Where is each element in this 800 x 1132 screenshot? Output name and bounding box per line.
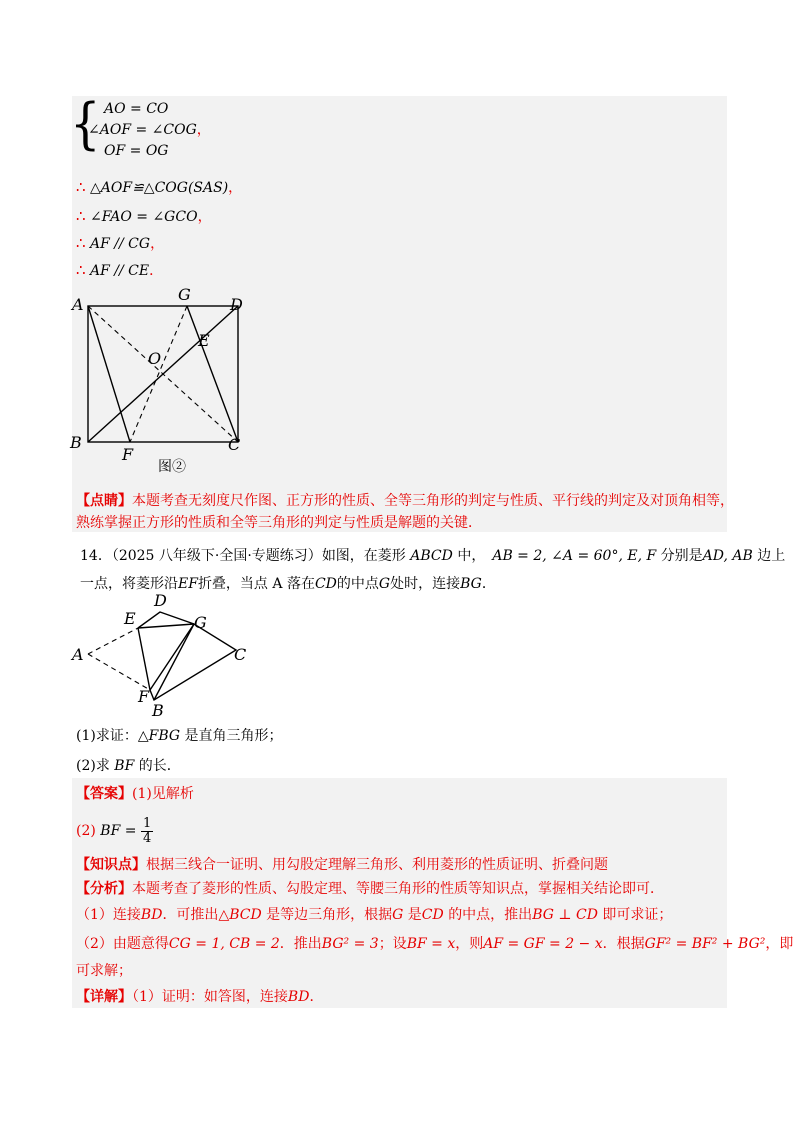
fig2-label-f: F — [122, 445, 134, 464]
fig2-label-o: O — [148, 349, 162, 368]
answer-line-2: (2) BF = $\frac{1}{4}$ — [76, 815, 152, 846]
figure-square — [60, 284, 270, 480]
analysis-line-3: （2）由题意得CG = 1, CB = 2．推出BG² = 3；设BF = x，则AF = GF = 2 − x．根据GF² = BF² + BG²，即 — [76, 936, 794, 952]
analysis-line-1: 【分析】本题考查了菱形的性质、勾股定理、等腰三角形的性质等知识点，掌握相关结论即可． — [76, 881, 664, 897]
fig14-label-g: G — [194, 613, 207, 632]
q14-line-2: 一点，将菱形沿EF折叠，当点 A 落在CD的中点G处时，连接BG． — [80, 576, 496, 592]
detail-line: 【详解】（1）证明：如答图，连接BD． — [76, 989, 324, 1005]
proof-line-2: ∴ ∠FAO = ∠GCO， — [76, 207, 212, 225]
analysis-line-2: （1）连接BD．可推出△BCD 是等边三角形，根据G 是CD 的中点，推出BG ⊥ CD 即可求证； — [76, 907, 673, 923]
q14-part-1: (1)求证：△FBG 是直角三角形； — [76, 728, 283, 744]
answer-line-1: 【答案】(1)见解析 — [76, 786, 194, 802]
figure-rhombus — [64, 590, 264, 720]
fig14-label-a: A — [72, 645, 84, 664]
fig14-label-f: F — [138, 687, 150, 706]
comment-line-2: 熟练掌握正方形的性质和全等三角形的判定与性质是解题的关键． — [76, 515, 482, 531]
figure2-caption: 图② — [158, 459, 186, 475]
fig2-label-a: A — [72, 295, 84, 314]
fig2-label-c: C — [228, 435, 241, 454]
analysis-tag: 【分析】 — [76, 881, 132, 897]
fig2-label-d: D — [230, 295, 243, 314]
analysis-line-4: 可求解； — [76, 963, 132, 979]
fig2-label-b: B — [70, 433, 82, 452]
proof-line-3: ∴ AF // CG， — [76, 234, 165, 252]
answer-tag: 【答案】 — [76, 786, 132, 802]
fig14-label-b: B — [152, 701, 164, 720]
system-line-2: ∠AOF = ∠COG， — [88, 122, 211, 138]
fig14-label-c: C — [234, 645, 247, 664]
fig2-label-e: E — [198, 331, 210, 350]
q14-line-1: 14．（2025 八年级下·全国·专题练习）如图，在菱形 ABCD 中， AB = 2, ∠A = 60°, E, F 分别是AD, AB 边上 — [80, 548, 786, 564]
detail-tag: 【详解】 — [76, 989, 132, 1005]
system-brace: { — [70, 91, 101, 157]
fig14-label-e: E — [124, 609, 136, 628]
knowledge-line: 【知识点】根据三线合一证明、用勾股定理解三角形、利用菱形的性质证明、折叠问题 — [76, 857, 608, 873]
system-line-1: AO = CO — [104, 101, 169, 117]
system-line-3: OF = OG — [104, 143, 169, 159]
knowledge-tag: 【知识点】 — [76, 857, 146, 873]
q14-part-2: (2)求 BF 的长． — [76, 758, 181, 774]
proof-line-4: ∴ AF // CE． — [76, 261, 164, 279]
comment-line-1: 【点睛】本题考查无刻度尺作图、正方形的性质、全等三角形的判定与性质、平行线的判定及对顶角相等， — [76, 493, 734, 509]
fig14-label-d: D — [154, 591, 167, 610]
answer-fraction: $\frac{1}{4}$ — [142, 815, 152, 846]
fig2-label-g: G — [178, 285, 191, 304]
comment-tag: 【点睛】 — [76, 493, 132, 509]
proof-line-1: ∴ △AOF≌△COG(SAS)， — [76, 178, 243, 196]
